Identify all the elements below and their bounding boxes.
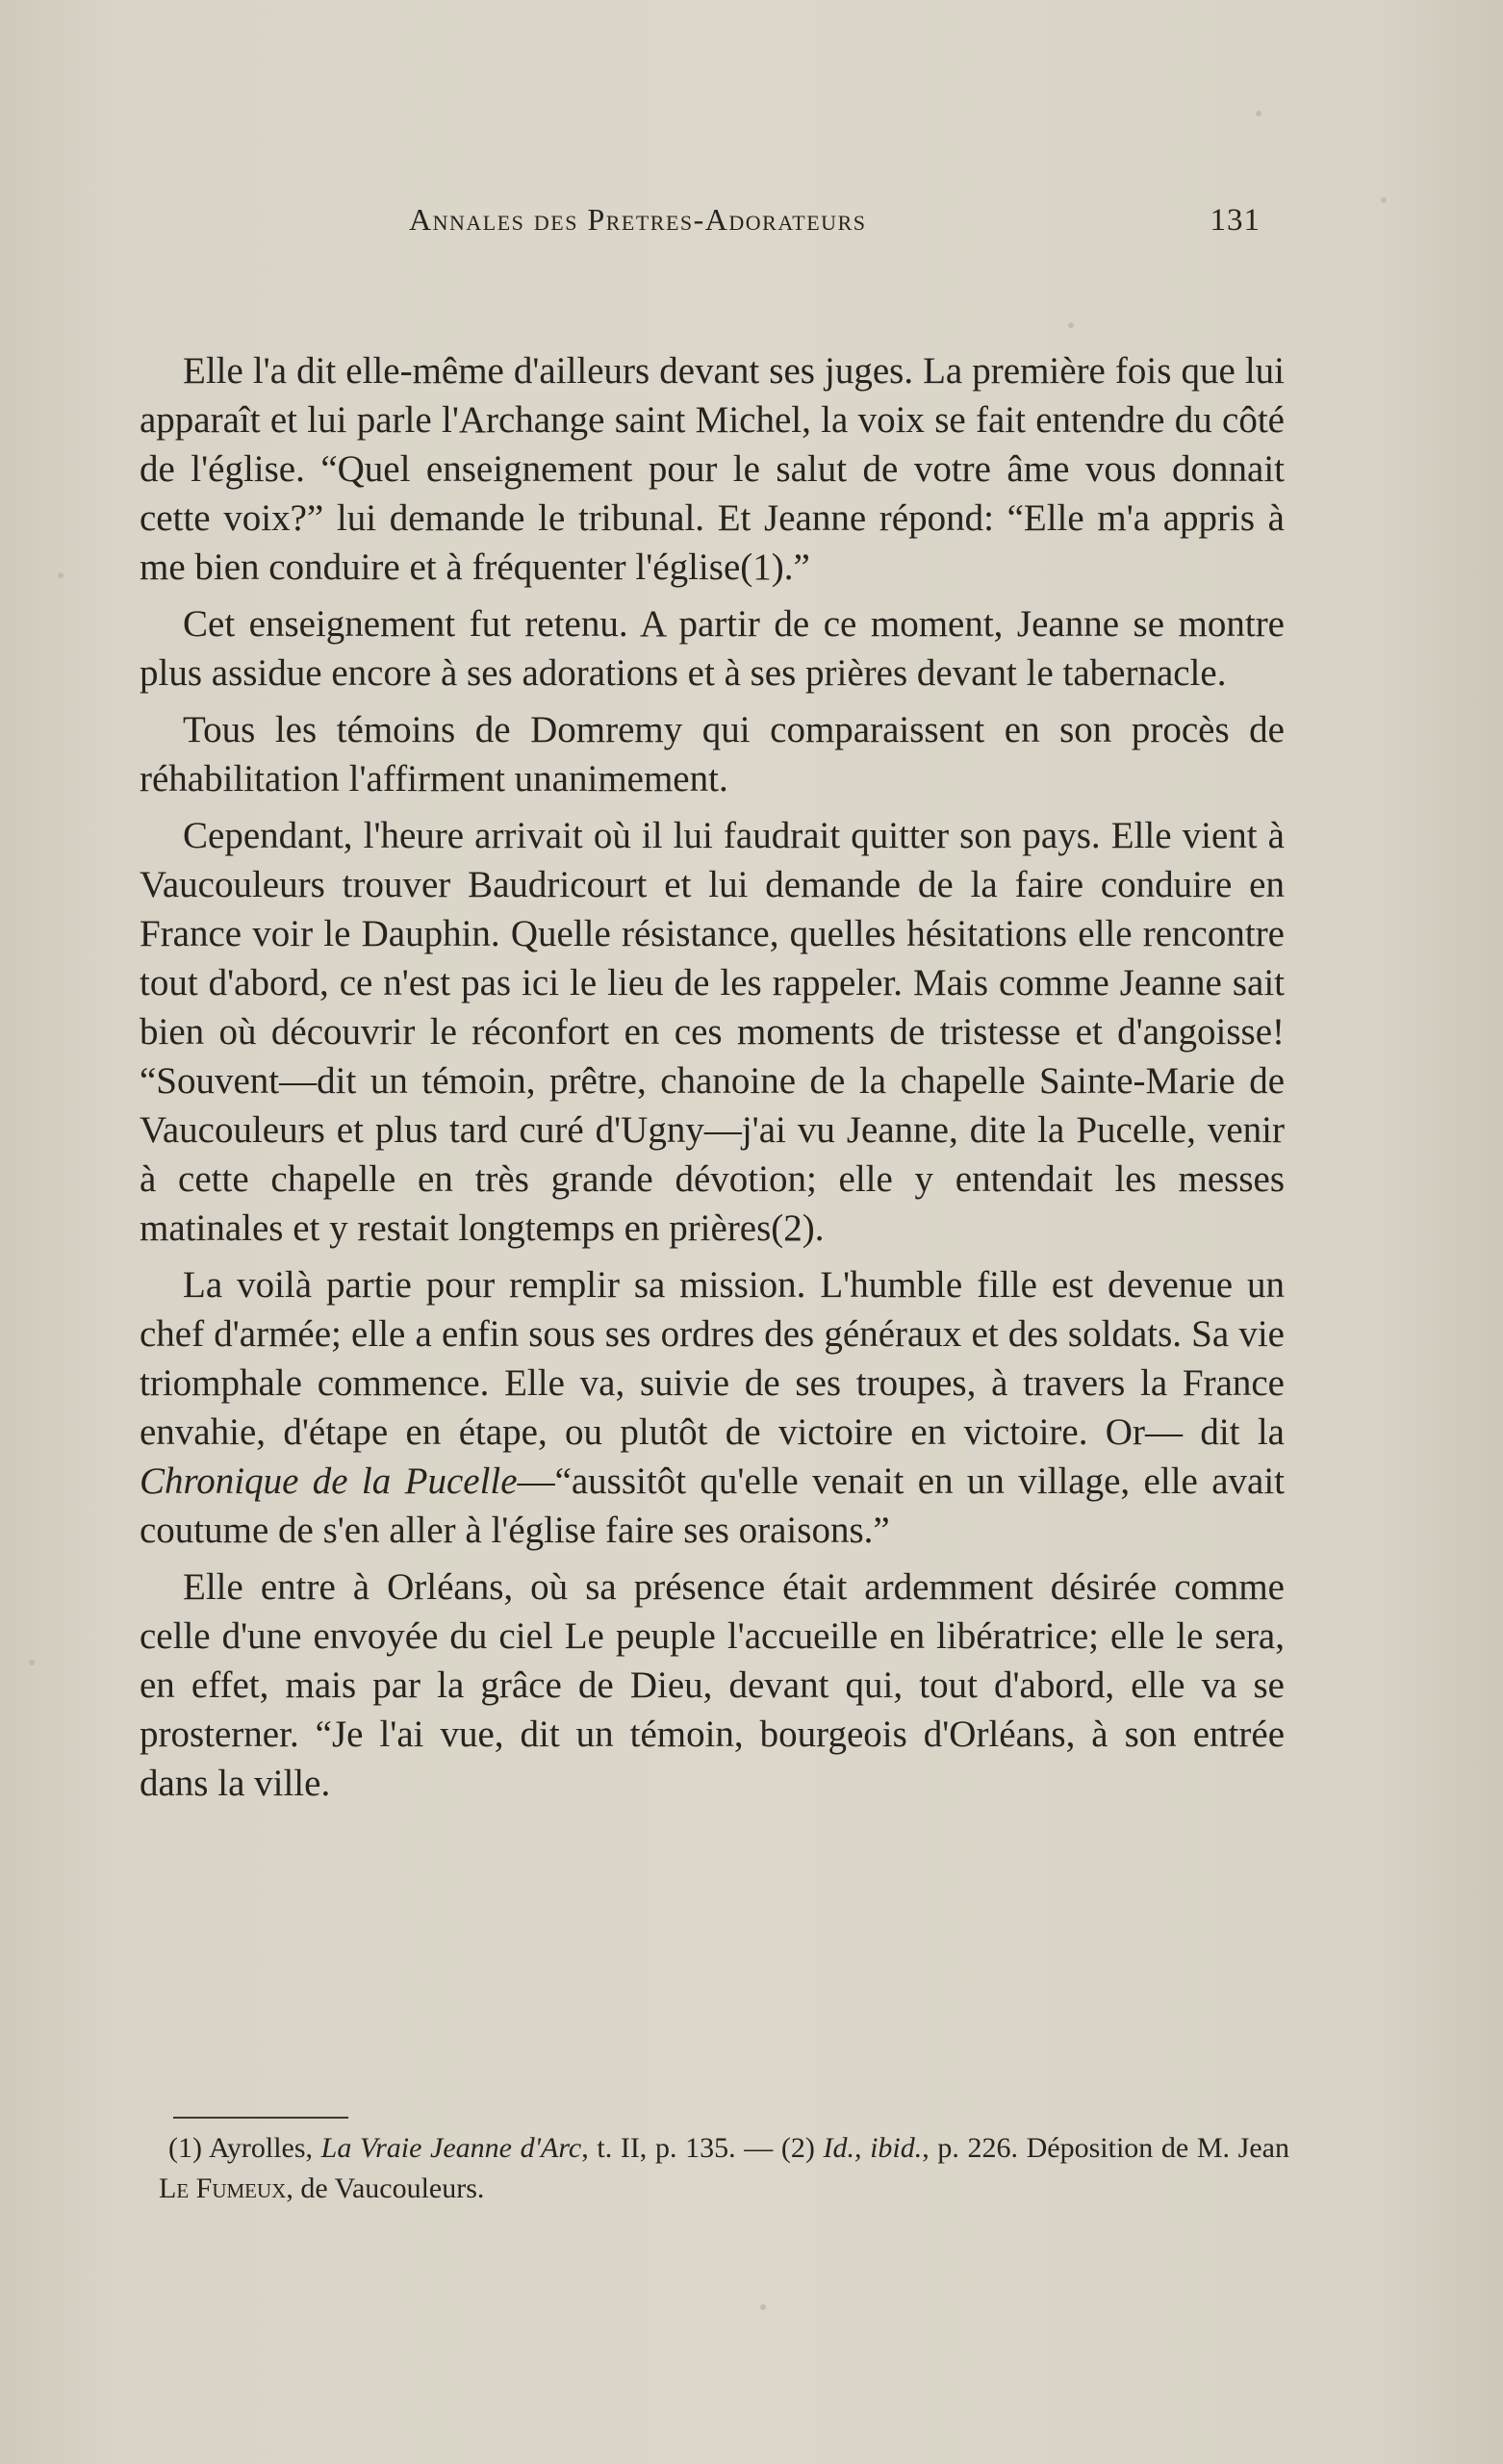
paragraph-1: Elle l'a dit elle-même d'ailleurs devant ses juges. La première fois que lui apparaît et lui parle l'Archange saint Michel, la voix se fait entendre du côté de l'église. “Quel enseignement pour le salut de votre âme vous donnait cette voix?” lui demande le tribunal. Et Jeanne répond: “Elle m'a appris à me bien conduire et à fréquenter l'église(1).” [140,350,1285,588]
paragraph-6: Elle entre à Orléans, où sa présence était ardemment désirée comme celle d'une envoyée du ciel Le peuple l'accueille en libératrice; elle le sera, en effet, mais par la grâce de Dieu, devant qui, tout d'abord, elle va se prosterner. “Je l'ai vue, dit un témoin, bourgeois d'Orléans, à son entrée dans la ville. [140,1566,1285,1804]
page-header [409,202,1261,256]
footnote [159,2128,1289,2209]
footnote-book-title: La Vraie Jeanne d'Arc [320,2132,582,2164]
footnote-part-4: , de Vaucouleurs. [286,2172,485,2204]
running-title: Annales des Pretres-Adorateurs [409,202,867,237]
paragraph-3: Tous les témoins de Domremy qui comparaissent en son procès de réhabilitation l'affirment unanimement. [140,709,1285,800]
paper-speck [1068,322,1074,328]
chronicle-title: Chronique de la Pucelle [140,1461,518,1502]
footnote-ibid: Id., ibid. [823,2132,923,2164]
footnote-rule [173,2117,348,2119]
paragraph-2: Cet enseignement fut retenu. A partir de ce moment, Jeanne se montre plus assidue encore à ses adorations et à ses prières devant le tabernacle. [140,603,1285,694]
body-text [140,346,1285,1808]
footnote-part-2: , t. II, p. 135. — (2) [581,2132,824,2164]
paragraph-5-before: La voilà partie pour remplir sa mission. L'humble fille est devenue un chef d'armée; elle a enfin sous ses ordres des généraux et des soldats. Sa vie triomphale commence. Elle va, suivie de ses troupes, à travers la France envahie, d'étape en étape, ou plutôt de victoire en victoire. Or— dit la [140,1264,1285,1453]
paper-speck [29,1660,35,1665]
paragraph-5 [140,1260,1285,1555]
paper-speck [1381,197,1387,203]
paper-speck [760,2304,766,2310]
page-number: 131 [1210,203,1261,238]
paragraph-5-after: —“aussitôt qu'elle venait en un village, elle avait coutume de s'en aller à l'église faire ses oraisons.” [140,1461,1285,1551]
footnote-part-1: (1) Ayrolles, [168,2132,321,2164]
footnote-surname: Le Fumeux [159,2172,287,2204]
footnote-part-3: , p. 226. Déposition de M. Jean [922,2132,1289,2164]
paragraph-4: Cependant, l'heure arrivait où il lui faudrait quitter son pays. Elle vient à Vaucouleurs trouver Baudricourt et lui demande de la faire conduire en France voir le Dauphin. Quelle résistance, quelles hésitations elle rencontre tout d'abord, ce n'est pas ici le lieu de les rappeler. Mais comme Jeanne sait bien où découvrir le réconfort en ces moments de tristesse et d'angoisse! “Souvent—dit un témoin, prêtre, chanoine de la chapelle Sainte-Marie de Vaucouleurs et plus tard curé d'Ugny—j'ai vu Jeanne, dite la Pucelle, venir à cette chapelle en très grande dévotion; elle y entendait les messes matinales et y restait longtemps en prières(2). [140,815,1285,1249]
paper-speck [58,572,64,578]
paper-speck [1256,111,1261,116]
